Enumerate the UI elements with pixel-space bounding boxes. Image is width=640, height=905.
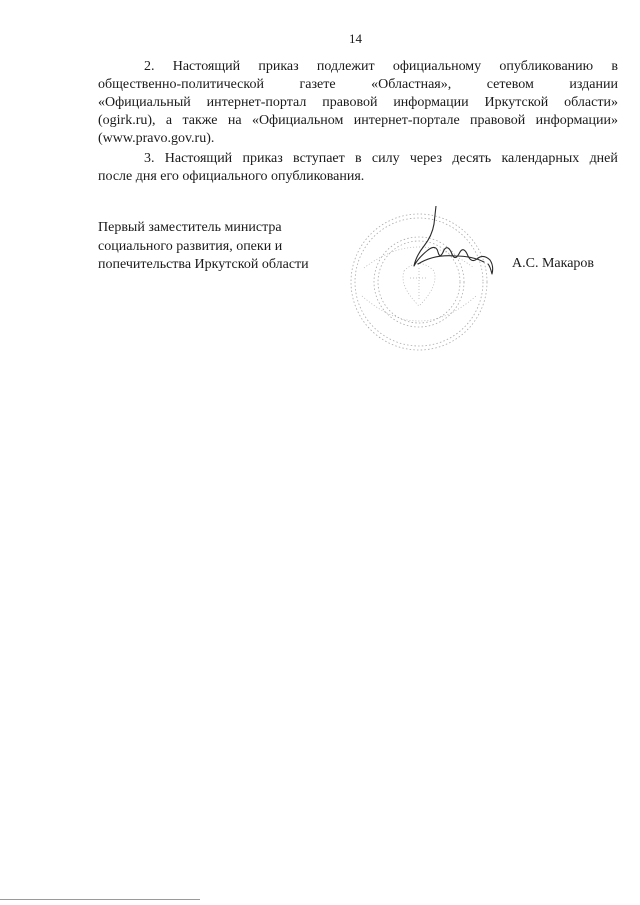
word: «Официальном	[251, 113, 344, 128]
word: Настоящий	[172, 59, 241, 74]
word: «Официальный	[98, 95, 191, 110]
paragraph-2-line-4	[98, 112, 618, 130]
page-number: 14	[349, 31, 362, 46]
word: «Областная»,	[371, 77, 452, 92]
word: (ogirk.ru),	[98, 113, 156, 128]
footer-rule	[0, 899, 200, 900]
word: правовой	[470, 113, 526, 128]
signer-position-line-3: попечительства Иркутской области	[98, 257, 309, 272]
signer-position-line-1: Первый заместитель министра	[98, 220, 282, 235]
word: сетевом	[486, 77, 534, 92]
word: Иркутской	[484, 95, 549, 110]
word: дней	[589, 151, 618, 166]
word: подлежит	[316, 59, 375, 74]
word: силу	[371, 151, 400, 166]
word: информации»	[535, 113, 618, 128]
signer-name: А.С. Макаров	[512, 256, 595, 271]
word: 3.	[144, 151, 155, 166]
word: календарных	[501, 151, 580, 166]
word: интернет-портале	[353, 113, 460, 128]
word: приказ	[242, 151, 283, 166]
word: в	[611, 59, 618, 74]
paragraph-2-line-2	[98, 76, 618, 94]
word: Настоящий	[164, 151, 233, 166]
paragraph-2-line-1	[144, 58, 618, 76]
signer-position-line-2: социального развития, опеки и	[98, 238, 283, 254]
word: 2.	[144, 59, 155, 74]
word: в	[355, 151, 362, 166]
word: общественно-политической	[98, 77, 264, 92]
word: а	[165, 113, 173, 128]
word: на	[227, 113, 242, 128]
word: опубликованию	[499, 59, 594, 74]
word: газете	[299, 77, 336, 92]
paragraph-3-line-2: после дня его официального опубликования.	[98, 169, 365, 184]
paragraph-2-line-5: (www.pravo.gov.ru).	[98, 131, 215, 146]
word: через	[409, 151, 443, 166]
signer-position	[98, 219, 309, 275]
word: издании	[569, 77, 618, 92]
word: официальному	[392, 59, 482, 74]
paragraph-2-line-3	[98, 94, 618, 112]
word: также	[182, 113, 218, 128]
word: области»	[564, 95, 618, 110]
word: интернет-портал	[206, 95, 307, 110]
word: приказ	[258, 59, 299, 74]
word: десять	[452, 151, 492, 166]
paragraph-3-line-1	[144, 150, 618, 168]
word: правовой	[322, 95, 378, 110]
word: информации	[393, 95, 469, 110]
word: вступает	[293, 151, 345, 166]
official-seal-with-signature	[344, 206, 494, 356]
